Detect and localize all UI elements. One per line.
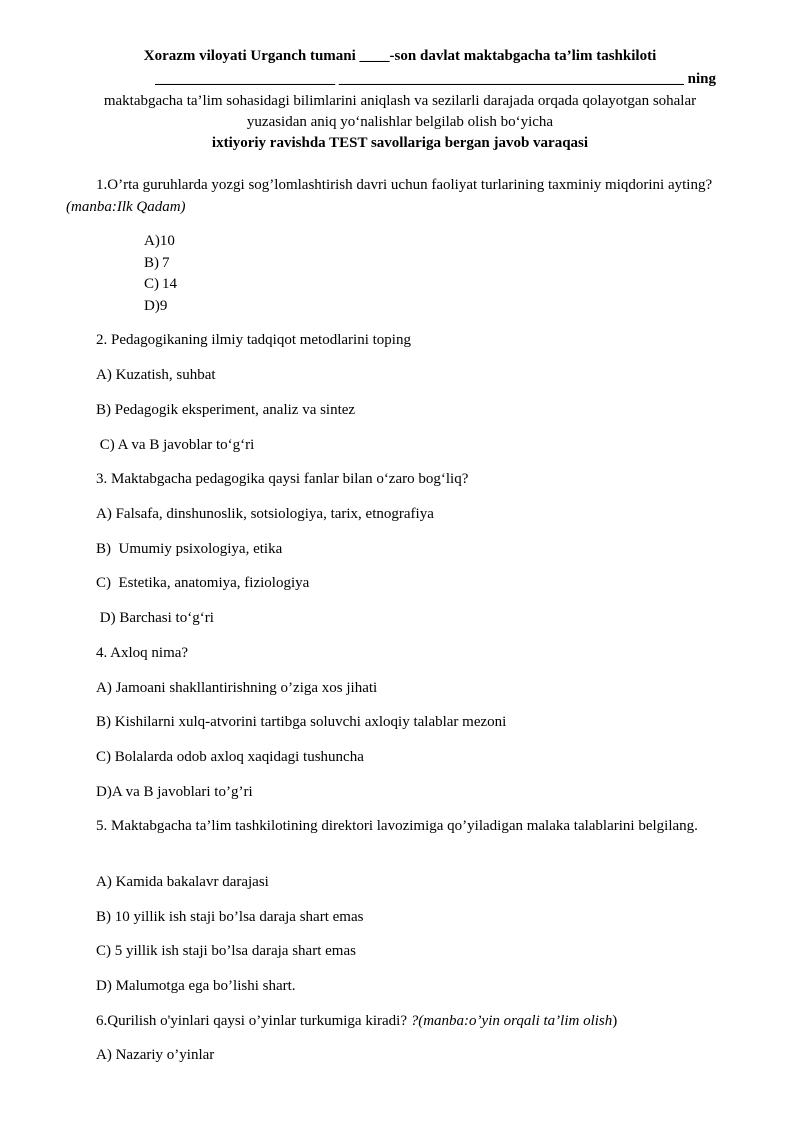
question-1-text: 1.O’rta guruhlarda yozgi sog’lomlashtirish davri uchun faoliyat turlarining taxminiy miqdorini ayting? — [96, 177, 713, 193]
q3-option-c: C) Estetika, anatomiya, fiziologiya — [96, 575, 310, 591]
question-4: 4. Axloq nima? — [96, 645, 189, 661]
question-6 — [96, 1010, 617, 1032]
header-line-2: ________________________ ______________________________________________ ning — [155, 71, 716, 87]
q1-option-a: A)10 — [144, 233, 175, 249]
question-6-text: 6.Qurilish o'yinlari qaysi o’yinlar turkumiga kiradi? — [96, 1013, 411, 1029]
question-5: 5. Maktabgacha ta’lim tashkilotining direktori lavozimiga qo’yiladigan malaka talablarini belgilang. — [96, 818, 698, 834]
question-1-source: (manba:Ilk Qadam) — [66, 199, 186, 215]
q2-option-a: A) Kuzatish, suhbat — [96, 367, 216, 383]
q4-option-d: D)A va B javoblari to’g’ri — [96, 784, 253, 800]
q5-option-a: A) Kamida bakalavr darajasi — [96, 874, 269, 890]
q1-option-c: C) 14 — [144, 276, 178, 292]
question-3: 3. Maktabgacha pedagogika qaysi fanlar bilan o‘zaro bog‘liq? — [96, 471, 469, 487]
header-line-4: yuzasidan aniq yo‘nalishlar belgilab olish bo‘yicha — [246, 114, 554, 130]
q1-option-d: D)9 — [144, 298, 168, 314]
q4-option-c: C) Bolalarda odob axloq xaqidagi tushuncha — [96, 749, 364, 765]
question-6-source: ?(manba:o’yin orqali ta’lim olish — [410, 1013, 613, 1029]
header-line-1: Xorazm viloyati Urganch tumani ____-son davlat maktabgacha ta’lim tashkiloti — [143, 48, 657, 64]
q5-option-b: B) 10 yillik ish staji bo’lsa daraja shart emas — [96, 909, 364, 925]
q5-option-d: D) Malumotga ega bo’lishi shart. — [96, 978, 296, 994]
question-6-source-close: ) — [612, 1013, 618, 1029]
header-title: ixtiyoriy ravishda TEST savollariga bergan javob varaqasi — [211, 135, 589, 151]
q5-option-c: C) 5 yillik ish staji bo’lsa daraja shart emas — [96, 943, 356, 959]
q1-option-b: B) 7 — [144, 255, 170, 271]
question-1 — [66, 174, 734, 218]
q3-option-b: B) Umumiy psixologiya, etika — [96, 541, 283, 557]
q2-option-b: B) Pedagogik eksperiment, analiz va sintez — [96, 402, 356, 418]
q2-option-c: C) A va B javoblar to‘g‘ri — [96, 437, 255, 453]
header-line-3: maktabgacha ta’lim sohasidagi bilimlarini aniqlash va sezilarli darajada orqada qolayotgan sohalar — [103, 93, 697, 109]
q4-option-a: A) Jamoani shakllantirishning o’ziga xos jihati — [96, 680, 378, 696]
q4-option-b: B) Kishilarni xulq-atvorini tartibga soluvchi axloqiy talablar mezoni — [96, 714, 507, 730]
q3-option-a: A) Falsafa, dinshunoslik, sotsiologiya, tarix, etnografiya — [96, 506, 434, 522]
q6-option-a: A) Nazariy o’yinlar — [96, 1047, 215, 1063]
question-2: 2. Pedagogikaning ilmiy tadqiqot metodlarini toping — [96, 332, 411, 348]
q3-option-d: D) Barchasi to‘g‘ri — [96, 610, 214, 626]
